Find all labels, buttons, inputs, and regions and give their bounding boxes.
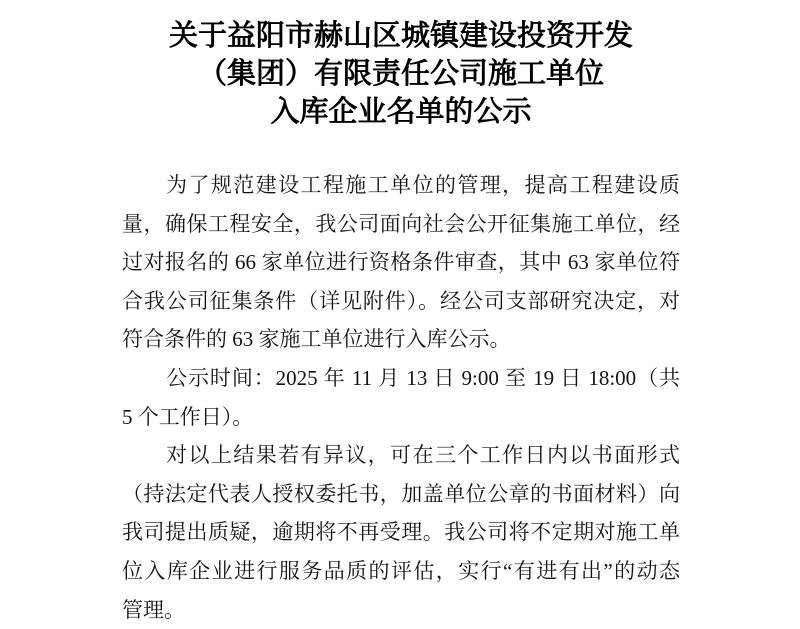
body-line: 合我公司征集条件（详见附件）。经公司支部研究决定，对: [122, 288, 680, 313]
paragraph-publicity-period: [122, 359, 680, 436]
body-line: 对以上结果若有异议，可在三个工作日内以书面形式: [166, 443, 680, 468]
document-title: [122, 17, 680, 131]
body-line: 管理。: [122, 597, 185, 622]
body-line: 位入库企业进行服务品质的评估，实行“有进有出”的动态: [122, 558, 680, 583]
title-line: （集团）有限责任公司施工单位: [197, 58, 604, 90]
body-line: 我司提出质疑，逾期将不再受理。我公司将不定期对施工单: [122, 520, 680, 545]
title-line: 关于益阳市赫山区城镇建设投资开发: [168, 20, 633, 52]
title-line: 入库企业名单的公示: [270, 96, 532, 128]
body-line: 5 个工作日）。: [122, 404, 254, 429]
body-line: 符合条件的 63 家施工单位进行入库公示。: [122, 327, 511, 352]
document-body: [122, 166, 680, 629]
paragraph-intro: [122, 166, 680, 359]
body-line: 过对报名的 66 家单位进行资格条件审查，其中 63 家单位符: [122, 250, 680, 275]
body-line: （持法定代表人授权委托书，加盖单位公章的书面材料）向: [122, 481, 680, 506]
paragraph-objection: [122, 436, 680, 629]
body-line: 量，确保工程安全，我公司面向社会公开征集施工单位，经: [122, 211, 680, 236]
body-line: 公示时间：2025 年 11 月 13 日 9:00 至 19 日 18:00（共: [166, 365, 680, 390]
body-line: 为了规范建设工程施工单位的管理，提高工程建设质: [166, 173, 680, 197]
